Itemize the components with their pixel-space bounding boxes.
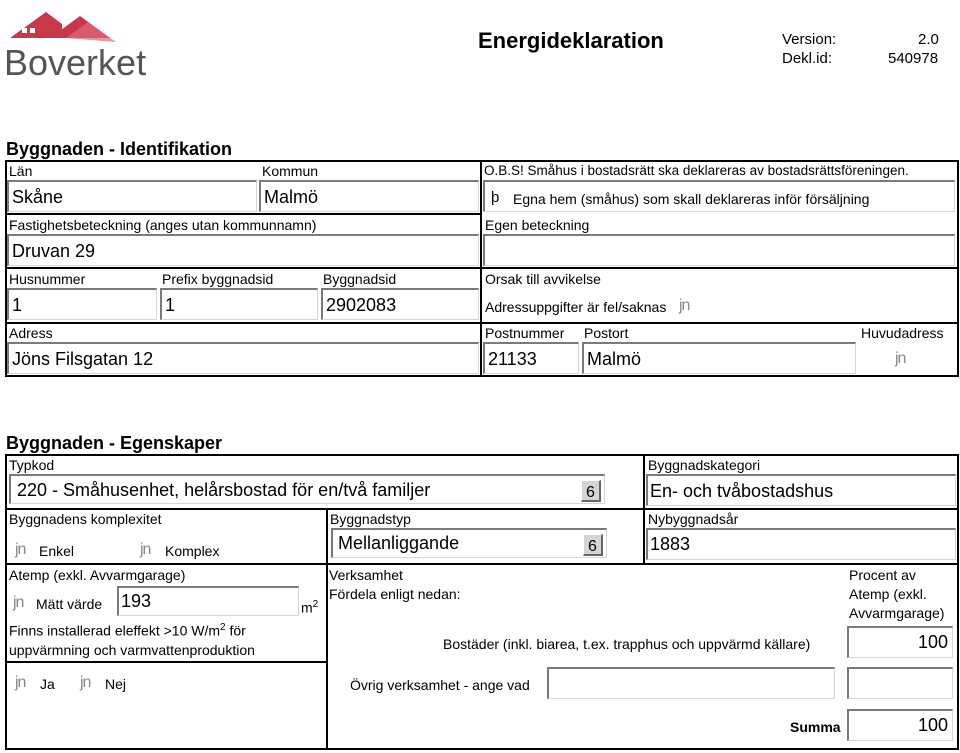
- bostader-label: Bostäder (inkl. biarea, t.ex. trapphus och uppvärmd källare): [443, 636, 811, 652]
- eleffekt-label-line1: Finns installerad eleffekt >10 $W/m^2$ för: [9, 622, 246, 639]
- typkod-label: Typkod: [9, 457, 55, 473]
- eleffekt-label-line2: uppvärmning och varmvattenproduktion: [9, 642, 255, 658]
- husnummer-value: 1: [12, 295, 23, 315]
- postort-label: Postort: [584, 325, 629, 341]
- bostader-percent-value: 100: [917, 632, 948, 652]
- byggnadstyp-label: Byggnadstyp: [330, 511, 411, 527]
- postnummer-label: Postnummer: [485, 325, 565, 341]
- adressuppgifter-label: Adressuppgifter är fel/saknas: [485, 299, 667, 315]
- kategori-value: En- och tvåbostadshus: [650, 481, 834, 501]
- byggnadstyp-select[interactable]: [331, 528, 607, 558]
- adressuppgifter-radio[interactable]: jn: [679, 297, 690, 314]
- adress-label: Adress: [9, 325, 53, 341]
- typkod-select[interactable]: [9, 474, 605, 504]
- husnummer-field[interactable]: [7, 288, 157, 320]
- ja-radio[interactable]: jn: [15, 674, 26, 691]
- verksamhet-label: Verksamhet: [329, 567, 403, 583]
- matt-varde-field[interactable]: [117, 586, 299, 616]
- matt-varde-label: Mätt värde: [36, 596, 103, 612]
- byggnadsid-field[interactable]: [321, 288, 479, 320]
- dekl-id-value: 540978: [888, 50, 939, 67]
- ja-label: Ja: [40, 676, 55, 692]
- huvudadress-radio[interactable]: jn: [895, 350, 906, 367]
- huvudadress-label: Huvudadress: [861, 325, 944, 341]
- ovrig-percent-field[interactable]: [847, 667, 953, 699]
- adress-value: Jöns Filsgatan 12: [12, 349, 154, 369]
- bostader-percent-field[interactable]: [847, 626, 953, 658]
- nybyggnadsar-label: Nybyggnadsår: [648, 511, 739, 527]
- ovrig-label: Övrig verksamhet - ange vad: [350, 677, 530, 693]
- adress-field[interactable]: [7, 342, 479, 374]
- byggnadsid-label: Byggnadsid: [323, 271, 397, 287]
- typkod-value: 220 - Småhusenhet, helårsbostad för en/två familjer: [17, 480, 431, 500]
- identification-section-title: Byggnaden - Identifikation: [6, 139, 233, 159]
- page-title: Energideklaration: [478, 28, 664, 53]
- egna-hem-label: Egna hem (småhus) som skall deklareras inför försäljning: [513, 191, 870, 207]
- fastighet-value: Druvan 29: [12, 241, 96, 261]
- kommun-value: Malmö: [264, 187, 319, 207]
- kommun-label: Kommun: [262, 163, 319, 179]
- nej-label: Nej: [105, 676, 127, 692]
- enkel-radio[interactable]: jn: [15, 541, 26, 558]
- komplex-label: Komplex: [165, 543, 220, 559]
- postort-value: Malmö: [587, 349, 642, 369]
- prefix-value: 1: [165, 295, 176, 315]
- kommun-field[interactable]: [259, 180, 479, 212]
- lan-label: Län: [9, 163, 33, 179]
- nybyggnadsar-field[interactable]: [646, 528, 956, 560]
- nybyggnadsar-value: 1883: [650, 534, 691, 554]
- lan-field[interactable]: [7, 180, 257, 212]
- atemp-label: Atemp (exkl. Avvarmgarage): [9, 567, 186, 583]
- egna-hem-checkbox[interactable]: þ: [491, 189, 500, 206]
- orsak-label: Orsak till avvikelse: [485, 271, 601, 287]
- egna-hem-row: [483, 180, 955, 212]
- nej-radio[interactable]: jn: [80, 674, 91, 691]
- matt-varde-value: 193: [121, 591, 152, 611]
- enkel-label: Enkel: [39, 543, 75, 559]
- egen-beteckning-field[interactable]: [483, 234, 955, 266]
- boverket-logo: [4, 4, 154, 84]
- fordela-label: Fördela enligt nedan:: [329, 586, 461, 602]
- dekl-id-label: Dekl.id:: [782, 50, 833, 67]
- fastighet-field[interactable]: [7, 234, 479, 266]
- version-value: 2.0: [918, 31, 939, 48]
- typkod-dropdown-arrow[interactable]: 6: [581, 480, 601, 502]
- ovrig-field[interactable]: [547, 667, 835, 699]
- summa-value: 100: [917, 715, 948, 735]
- fastighet-label: Fastighetsbeteckning (anges utan kommunnamn): [9, 217, 317, 233]
- version-label: Version:: [782, 31, 837, 48]
- kategori-field: [646, 474, 956, 506]
- obs-notice: O.B.S! Småhus i bostadsrätt ska deklareras av bostadsrättsföreningen.: [484, 163, 909, 178]
- postnummer-value: 21133: [488, 349, 537, 369]
- prefix-field[interactable]: [160, 288, 318, 320]
- summa-label: Summa: [790, 719, 841, 735]
- postort-field[interactable]: [582, 342, 856, 374]
- kategori-label: Byggnadskategori: [648, 457, 761, 473]
- logo-text: Boverket: [4, 42, 147, 83]
- area-unit: $m^2$: [301, 599, 319, 616]
- byggnadstyp-dropdown-arrow[interactable]: 6: [583, 534, 603, 556]
- byggnadsid-value: 2902083: [326, 295, 397, 315]
- prefix-label: Prefix byggnadsid: [162, 271, 274, 287]
- komplex-radio[interactable]: jn: [140, 541, 151, 558]
- matt-varde-radio[interactable]: jn: [13, 594, 24, 611]
- lan-value: Skåne: [12, 187, 64, 207]
- procent-label-2: Atemp (exkl.: [849, 586, 927, 602]
- egen-beteckning-label: Egen beteckning: [485, 217, 590, 233]
- procent-label-3: Avvarmgarage): [849, 605, 945, 621]
- properties-section-title: Byggnaden - Egenskaper: [6, 433, 223, 453]
- summa-field: [847, 709, 953, 741]
- procent-label-1: Procent av: [849, 567, 916, 583]
- byggnadstyp-value: Mellanliggande: [338, 533, 460, 553]
- komplexitet-label: Byggnadens komplexitet: [9, 511, 162, 527]
- postnummer-field[interactable]: [483, 342, 579, 374]
- husnummer-label: Husnummer: [9, 271, 86, 287]
